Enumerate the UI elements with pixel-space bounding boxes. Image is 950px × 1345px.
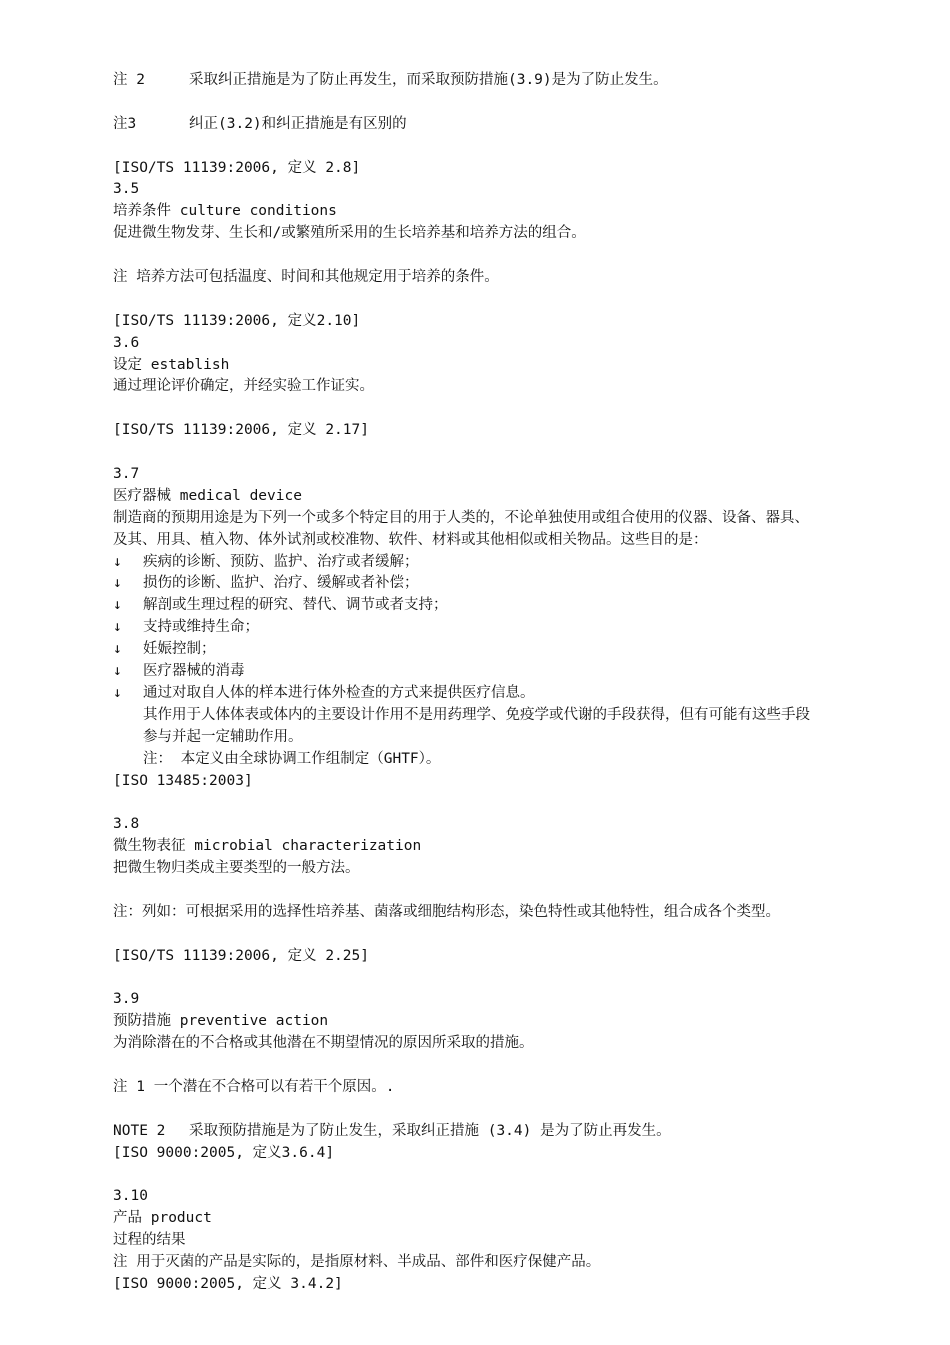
term-title: 医疗器械 medical device: [113, 487, 302, 504]
list-item: ↓ 疾病的诊断、预防、监护、治疗或者缓解；: [113, 552, 928, 574]
term-definition: 过程的结果: [113, 1232, 186, 1249]
term-note: 注 用于灭菌的产品是实际的，是指原材料、半成品、部件和医疗保健产品。: [113, 1254, 601, 1271]
term-definition-line: 制造商的预期用途是为下列一个或多个特定目的用于人类的，不论单独使用或组合使用的仪器、设备、器具、: [113, 509, 809, 526]
section-number: 3.7: [113, 466, 140, 483]
term-note: 注： 本定义由全球协调工作组制定（GHTF）。: [143, 750, 441, 767]
term-definition: 通过理论评价确定，并经实验工作证实。: [113, 378, 374, 395]
down-arrow-icon: ↓: [113, 684, 122, 701]
term-title: 产品 product: [113, 1210, 212, 1227]
list-item: ↓ 妊娠控制；: [113, 639, 928, 661]
reference: [ISO 9000:2005, 定义3.6.4]: [113, 1144, 335, 1161]
down-arrow-icon: ↓: [113, 663, 122, 680]
reference: [ISO/TS 11139:2006, 定义 2.25]: [113, 947, 369, 964]
list-item: ↓ 医疗器械的消毒: [113, 661, 928, 683]
note-2-label: 注 2: [113, 72, 145, 88]
term-title: 培养条件 culture conditions: [113, 203, 337, 220]
reference: [ISO/TS 11139:2006, 定义2.10]: [113, 312, 361, 329]
term-note: 注 1 一个潜在不合格可以有若干个原因。.: [113, 1078, 395, 1095]
note-text: 采取预防措施是为了防止发生，采取纠正措施 (3.4) 是为了防止再发生。: [189, 1122, 671, 1139]
list-item: ↓ 支持或维持生命；: [113, 617, 928, 639]
note-3-label: 注3: [113, 115, 137, 132]
note-2: [113, 70, 928, 92]
down-arrow-icon: ↓: [113, 597, 122, 614]
list-item: ↓ 通过对取自人体的样本进行体外检查的方式来提供医疗信息。: [113, 683, 928, 705]
down-arrow-icon: ↓: [113, 619, 122, 636]
note-3-text: 纠正(3.2)和纠正措施是有区别的: [189, 115, 407, 132]
reference: [ISO 13485:2003]: [113, 772, 253, 789]
section-number: 3.9: [113, 991, 140, 1008]
list-item: ↓ 损伤的诊断、监护、治疗、缓解或者补偿；: [113, 573, 928, 595]
down-arrow-icon: ↓: [113, 575, 122, 592]
term-definition-line: 及其、用具、植入物、体外试剂或校准物、软件、材料或其他相似或相关物品。这些目的是：: [113, 531, 708, 548]
term-title: 预防措施 preventive action: [113, 1013, 329, 1030]
note-2-text: 采取纠正措施是为了防止再发生，而采取预防措施(3.9)是为了防止发生。: [189, 72, 668, 88]
term-extra-line: 参与并起一定辅助作用。: [143, 728, 303, 745]
document-page: [113, 70, 928, 1296]
term-extra-line: 其作用于人体体表或体内的主要设计作用不是用药理学、免疫学或代谢的手段获得，但有可能有这些手段: [143, 706, 810, 723]
list-item: ↓ 解剖或生理过程的研究、替代、调节或者支持；: [113, 595, 928, 617]
reference: [ISO 9000:2005, 定义 3.4.2]: [113, 1275, 343, 1292]
section-number: 3.6: [113, 334, 140, 351]
term-note: 注 培养方法可包括温度、时间和其他规定用于培养的条件。: [113, 269, 499, 286]
term-note: [113, 1121, 928, 1143]
note-label: NOTE 2: [113, 1122, 166, 1139]
reference: [ISO/TS 11139:2006, 定义 2.17]: [113, 422, 369, 439]
term-note: 注：列如：可根据采用的选择性培养基、菌落或细胞结构形态，染色特性或其他特性，组合成各个类型。: [113, 903, 780, 920]
term-definition: 为消除潜在的不合格或其他潜在不期望情况的原因所采取的措施。: [113, 1035, 534, 1052]
section-number: 3.5: [113, 181, 140, 198]
term-title: 微生物表征 microbial characterization: [113, 838, 422, 855]
note-3: [113, 114, 928, 136]
term-definition: 把微生物归类成主要类型的一般方法。: [113, 860, 360, 877]
term-title: 设定 establish: [113, 356, 230, 373]
term-definition: 促进微生物发芽、生长和/或繁殖所采用的生长培养基和培养方法的组合。: [113, 225, 586, 242]
section-number: 3.10: [113, 1188, 148, 1205]
down-arrow-icon: ↓: [113, 641, 122, 658]
down-arrow-icon: ↓: [113, 553, 122, 570]
reference: [ISO/TS 11139:2006, 定义 2.8]: [113, 159, 361, 176]
section-number: 3.8: [113, 816, 140, 833]
